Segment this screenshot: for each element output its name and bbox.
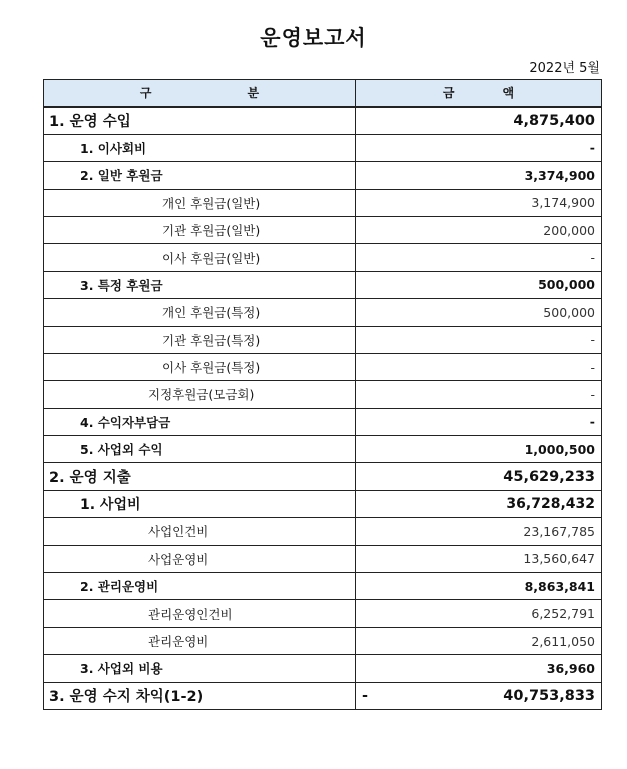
row-label: 2. 운영 지출 <box>44 463 356 490</box>
table-row <box>44 655 602 682</box>
row-label: 5. 사업외 수익 <box>44 436 356 463</box>
row-label: 지정후원금(모금회) <box>44 381 356 408</box>
table-row <box>44 134 602 161</box>
row-label: 관리운영인건비 <box>44 600 356 627</box>
header-category-char1: 구 <box>139 86 152 101</box>
row-label: 2. 일반 후원금 <box>44 162 356 189</box>
row-label: 3. 운영 수지 차익(1-2) <box>44 682 356 709</box>
header-category <box>44 80 356 107</box>
row-amount: 36,728,432 <box>356 490 602 517</box>
table-row <box>44 381 602 408</box>
table-row <box>44 436 602 463</box>
row-amount: - <box>356 244 602 271</box>
report-date: 2022년 5월 <box>529 61 600 76</box>
table-row <box>44 244 602 271</box>
row-label: 사업인건비 <box>44 518 356 545</box>
table-row <box>44 545 602 572</box>
table-row <box>44 627 602 654</box>
table-row <box>44 189 602 216</box>
row-amount: 2,611,050 <box>356 627 602 654</box>
row-label: 이사 후원금(특정) <box>44 353 356 380</box>
table-row <box>44 353 602 380</box>
row-label: 3. 특정 후원금 <box>44 271 356 298</box>
table-row <box>44 216 602 243</box>
table-row <box>44 408 602 435</box>
row-amount: 4,875,400 <box>356 107 602 134</box>
row-amount <box>356 682 602 709</box>
row-label: 개인 후원금(일반) <box>44 189 356 216</box>
table-row <box>44 490 602 517</box>
row-label: 기관 후원금(특정) <box>44 326 356 353</box>
row-amount: 13,560,647 <box>356 545 602 572</box>
row-amount: - <box>356 353 602 380</box>
row-label: 4. 수익자부담금 <box>44 408 356 435</box>
table-row <box>44 162 602 189</box>
row-label: 2. 관리운영비 <box>44 573 356 600</box>
row-label: 1. 운영 수입 <box>44 107 356 134</box>
row-amount: 36,960 <box>356 655 602 682</box>
table-row <box>44 573 602 600</box>
report-table <box>43 79 602 710</box>
report-title: 운영보고서 <box>260 26 367 50</box>
row-amount-value: 40,753,833 <box>503 687 595 704</box>
row-amount: 23,167,785 <box>356 518 602 545</box>
header-category-char2: 분 <box>247 86 260 101</box>
row-amount: 3,374,900 <box>356 162 602 189</box>
table-row <box>44 518 602 545</box>
table-row <box>44 682 602 709</box>
header-amount-char1: 금 <box>442 86 455 101</box>
row-label: 사업운영비 <box>44 545 356 572</box>
header-amount <box>356 80 602 107</box>
row-amount: 8,863,841 <box>356 573 602 600</box>
row-amount: 500,000 <box>356 271 602 298</box>
row-amount: - <box>356 326 602 353</box>
row-label: 이사 후원금(일반) <box>44 244 356 271</box>
table-row <box>44 600 602 627</box>
table-row <box>44 107 602 134</box>
table-row <box>44 299 602 326</box>
row-label: 1. 이사회비 <box>44 134 356 161</box>
table-row <box>44 463 602 490</box>
row-label: 3. 사업외 비용 <box>44 655 356 682</box>
row-amount: 3,174,900 <box>356 189 602 216</box>
table-row <box>44 326 602 353</box>
row-label: 개인 후원금(특정) <box>44 299 356 326</box>
table-row <box>44 271 602 298</box>
row-amount: 1,000,500 <box>356 436 602 463</box>
row-amount: 200,000 <box>356 216 602 243</box>
row-amount: 500,000 <box>356 299 602 326</box>
row-amount: - <box>356 408 602 435</box>
table-header-row <box>44 80 602 107</box>
row-amount: 45,629,233 <box>356 463 602 490</box>
row-amount-sign: - <box>362 687 369 704</box>
row-label: 기관 후원금(일반) <box>44 216 356 243</box>
header-amount-char2: 액 <box>502 86 515 101</box>
row-amount: - <box>356 134 602 161</box>
row-amount: - <box>356 381 602 408</box>
row-label: 1. 사업비 <box>44 490 356 517</box>
row-label: 관리운영비 <box>44 627 356 654</box>
row-amount: 6,252,791 <box>356 600 602 627</box>
